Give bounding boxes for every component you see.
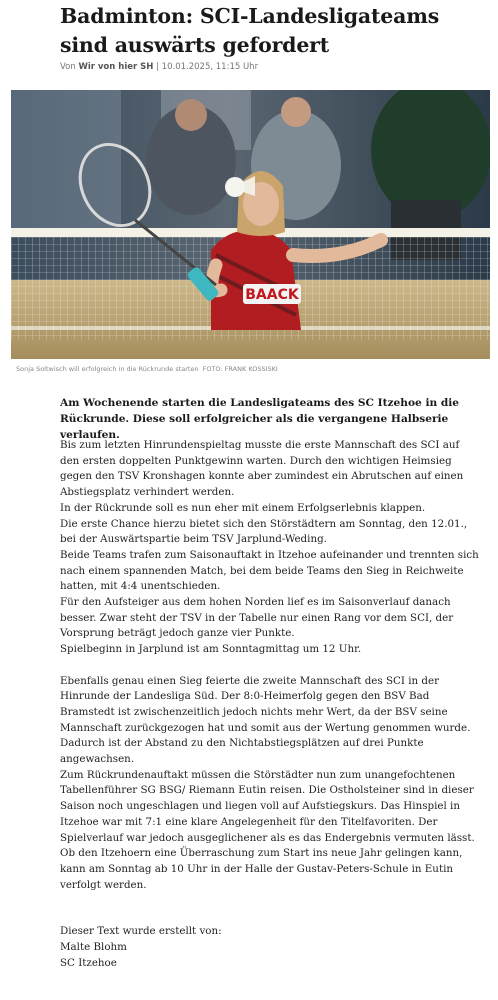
paragraph-spacer xyxy=(60,893,480,924)
body-paragraph: Zum Rückrundenauftakt müssen die Störstädter nun zum unangefochtenen Tabellenführer SG BSG/ Riemann Eutin reisen. Die Ostholsteiner sind in dieser Saison noch ungeschlagen und liegen voll auf Aufstiegskurs. Das Hinspiel in Itzehoe war mit 7:1 eine klare Angelegenheit für den Titelfavoriten. Der Spielverlauf war jedoch ausgeglichener als es das Endergebnis vermuten lässt. xyxy=(60,768,475,844)
byline-author[interactable]: Wir von hier SH xyxy=(78,62,154,72)
article-body xyxy=(60,438,480,971)
byline-prefix: Von xyxy=(60,62,76,72)
body-paragraph: Ebenfalls genau einen Sieg feierte die zweite Mannschaft des SCI in der Hinrunde der Landesliga Süd. Der 8:0-Heimerfolg gegen den BSV Bad Bramstedt ist zwischenzeitlich jedoch nichts mehr Wert, da der BSV seine Mannschaft zurückgezogen hat und somit aus der Wertung genommen wurde. Dadurch ist der Abstand zu den Nichtabstiegsplätzen auf drei Punkte angewachsen. xyxy=(60,674,471,766)
body-paragraph: Für den Aufsteiger aus dem hohen Norden lief es im Saisonverlauf danach besser. Zwar steht der TSV in der Tabelle nur einen Rang vor dem SCI, der Vorsprung beträgt jedoch ganze vier Punkte. xyxy=(60,596,454,640)
body-paragraph: Beide Teams trafen zum Saisonauftakt in Itzehoe aufeinander und trennten sich nach einem spannenden Match, bei dem beide Teams den Sieg in Reichweite hatten, mit 4:4 unentschieden. xyxy=(60,548,479,593)
author-name: Malte Blohm xyxy=(60,941,127,954)
body-paragraph: Die erste Chance hierzu bietet sich den Störstädtern am Sonntag, den 12.01., bei der Auswärtspartie beim TSV Jarplund-Weding. xyxy=(60,517,468,546)
photo-caption xyxy=(16,365,486,373)
caption-text: Sonja Soltwisch will erfolgreich in die Rückrunde starten xyxy=(16,365,199,373)
badminton-player-photo xyxy=(11,90,490,359)
paragraph-spacer xyxy=(60,658,480,674)
article-byline xyxy=(60,62,490,72)
body-paragraph: Bis zum letzten Hinrundenspieltag musste die erste Mannschaft des SCI auf den ersten doppelten Punktgewinn warten. Durch den wichtigen Heimsieg gegen den TSV Kronshagen konnte aber zumindest ein Abrutschen auf einen Abstiegsplatz verhindert werden. xyxy=(60,439,464,499)
byline-separator: | xyxy=(156,62,159,72)
author-credit-label: Dieser Text wurde erstellt von: xyxy=(60,925,222,938)
article-photo xyxy=(11,90,490,359)
body-paragraph: In der Rückrunde soll es nun eher mit einem Erfolgserlebnis klappen. xyxy=(60,501,426,514)
jersey-text: BAACK xyxy=(245,287,299,303)
photo-credit: FOTO: FRANK KOSSISKI xyxy=(202,365,278,373)
body-paragraph: Ob den Itzehoern eine Überraschung zum Start ins neue Jahr gelingen kann, kann am Sonntag ab 10 Uhr in der Halle der Gustav-Peters-Schule in Eutin verfolgt werden. xyxy=(60,847,463,891)
article-headline: Badminton: SCI-Landesligateams sind auswärts gefordert xyxy=(60,4,440,57)
article-lead: Am Wochenende starten die Landesligateams des SC Itzehoe in die Rückrunde. Diese soll erfolgreicher als die vergangene Halbserie verlaufen. xyxy=(60,397,460,441)
body-paragraph: Spielbeginn in Jarplund ist am Sonntagmittag um 12 Uhr. xyxy=(60,643,362,656)
byline-date: 10.01.2025, 11:15 Uhr xyxy=(161,62,259,72)
author-club: SC Itzehoe xyxy=(60,956,117,969)
